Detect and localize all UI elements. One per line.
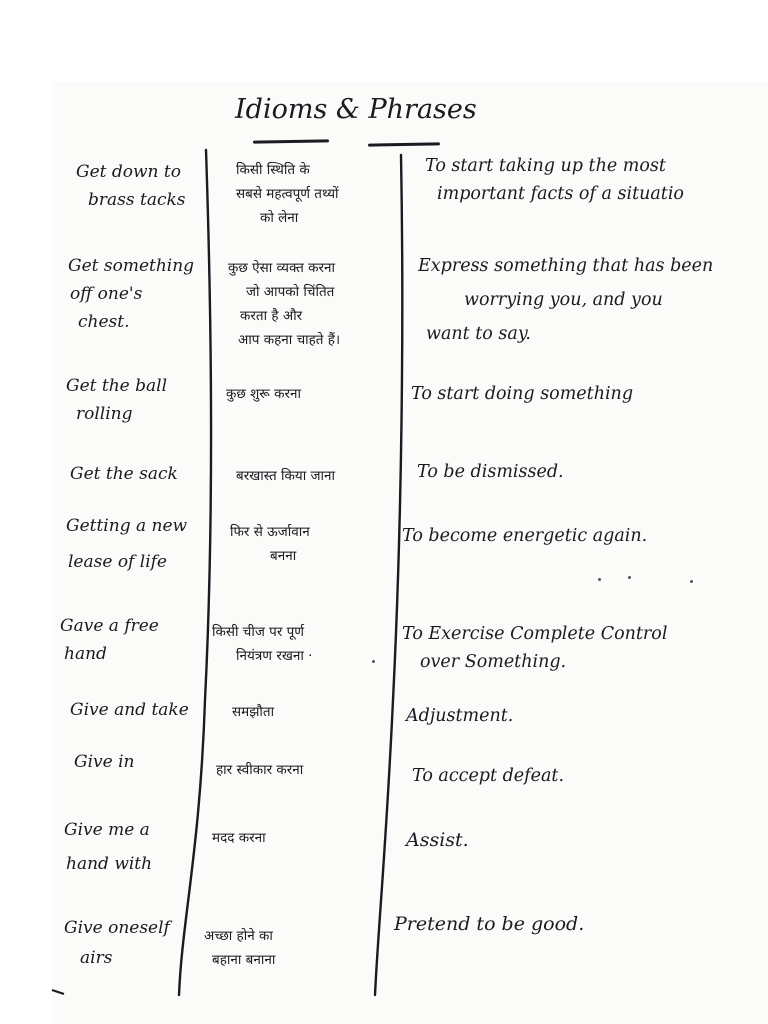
hindi-line: हार स्वीकार करना bbox=[216, 762, 304, 778]
idiom-cell bbox=[74, 748, 134, 776]
ink-dot bbox=[598, 578, 601, 581]
meaning-line: Pretend to be good. bbox=[394, 913, 585, 935]
meaning-line: To Exercise Complete Control bbox=[402, 624, 668, 644]
idiom-cell bbox=[70, 460, 178, 488]
hindi-line: को लेना bbox=[260, 210, 299, 226]
margin-tick bbox=[52, 990, 64, 994]
meaning-line: To start doing something bbox=[411, 384, 634, 404]
idiom-cell bbox=[66, 512, 187, 576]
ink-dot bbox=[372, 660, 375, 663]
hindi-line: मदद करना bbox=[212, 830, 266, 846]
idiom-line: brass tacks bbox=[88, 190, 186, 210]
hindi-line: फिर से ऊर्जावान bbox=[230, 524, 310, 540]
hindi-cell bbox=[204, 924, 275, 972]
hindi-cell bbox=[230, 520, 310, 568]
meaning-cell bbox=[418, 252, 713, 348]
idiom-line: hand bbox=[64, 644, 107, 664]
idiom-cell bbox=[60, 612, 159, 668]
hindi-line: बरखास्त किया जाना bbox=[236, 468, 335, 484]
meaning-cell bbox=[411, 380, 633, 408]
ink-dot bbox=[628, 576, 631, 579]
hindi-line: कुछ शुरू करना bbox=[226, 386, 301, 402]
hindi-cell bbox=[212, 826, 266, 850]
idiom-line: rolling bbox=[76, 404, 133, 424]
hindi-cell bbox=[216, 758, 303, 782]
idiom-line: airs bbox=[80, 948, 113, 968]
idiom-line: chest. bbox=[78, 312, 130, 332]
hindi-line: करता है और bbox=[240, 308, 303, 324]
hindi-cell bbox=[236, 158, 339, 230]
meaning-cell bbox=[406, 826, 469, 854]
idiom-line: Give me a bbox=[64, 820, 150, 840]
idiom-cell bbox=[76, 158, 186, 214]
meaning-line: To accept defeat. bbox=[412, 766, 565, 786]
hindi-line: कुछ ऐसा व्यक्त करना bbox=[228, 260, 336, 276]
idiom-line: off one's bbox=[70, 284, 143, 304]
hindi-line: अच्छा होने का bbox=[204, 928, 273, 944]
meaning-line: Adjustment. bbox=[406, 706, 514, 726]
idiom-line: lease of life bbox=[68, 552, 167, 572]
meaning-line: worrying you, and you bbox=[464, 290, 663, 310]
meaning-line: Express something that has been bbox=[418, 256, 714, 276]
hindi-line: बनना bbox=[270, 548, 297, 564]
idiom-cell bbox=[64, 816, 152, 878]
meaning-cell bbox=[412, 762, 564, 790]
idiom-line: Give in bbox=[74, 752, 135, 772]
hindi-line: नियंत्रण रखना · bbox=[236, 648, 313, 664]
meaning-line: To start taking up the most bbox=[425, 156, 666, 176]
meaning-line: over Something. bbox=[420, 652, 567, 672]
meaning-cell bbox=[402, 620, 667, 676]
hindi-line: आप कहना चाहते हैं। bbox=[238, 332, 341, 348]
idiom-cell bbox=[64, 914, 170, 972]
ink-dot bbox=[690, 580, 693, 583]
hindi-line: सबसे महत्वपूर्ण तथ्यों bbox=[236, 186, 339, 202]
idiom-line: hand with bbox=[66, 854, 153, 874]
hindi-line: जो आपको चिंतित bbox=[246, 284, 335, 300]
meaning-line: want to say. bbox=[426, 324, 531, 344]
idiom-line: Give oneself bbox=[64, 918, 170, 938]
meaning-line: important facts of a situatio bbox=[437, 184, 684, 204]
hindi-cell bbox=[228, 256, 340, 352]
meaning-cell bbox=[402, 522, 647, 550]
hindi-line: समझौता bbox=[232, 704, 275, 720]
idiom-line: Get down to bbox=[76, 162, 181, 182]
hindi-line: किसी स्थिति के bbox=[236, 162, 310, 178]
idiom-line: Give and take bbox=[70, 700, 189, 720]
idiom-cell bbox=[66, 372, 167, 428]
idiom-line: Get something bbox=[68, 256, 195, 276]
hindi-cell bbox=[226, 382, 301, 406]
hindi-cell bbox=[232, 700, 274, 724]
meaning-cell bbox=[417, 458, 564, 486]
idiom-cell bbox=[70, 696, 189, 724]
meaning-line: Assist. bbox=[406, 829, 469, 851]
idiom-line: Get the sack bbox=[70, 464, 178, 484]
meaning-line: To be dismissed. bbox=[417, 462, 564, 482]
hindi-cell bbox=[212, 620, 312, 668]
meaning-cell bbox=[394, 910, 584, 938]
right-column-rule bbox=[375, 155, 402, 995]
idiom-cell bbox=[68, 252, 194, 336]
hindi-line: बहाना बनाना bbox=[212, 952, 276, 968]
meaning-cell bbox=[425, 152, 684, 208]
idiom-line: Get the ball bbox=[66, 376, 168, 396]
idiom-line: Getting a new bbox=[66, 516, 188, 536]
idiom-line: Gave a free bbox=[60, 616, 159, 636]
page-title: Idioms & Phrases bbox=[235, 94, 477, 125]
hindi-cell bbox=[236, 464, 335, 488]
meaning-line: To become energetic again. bbox=[402, 526, 648, 546]
meaning-cell bbox=[406, 702, 513, 730]
hindi-line: किसी चीज पर पूर्ण bbox=[212, 624, 305, 640]
